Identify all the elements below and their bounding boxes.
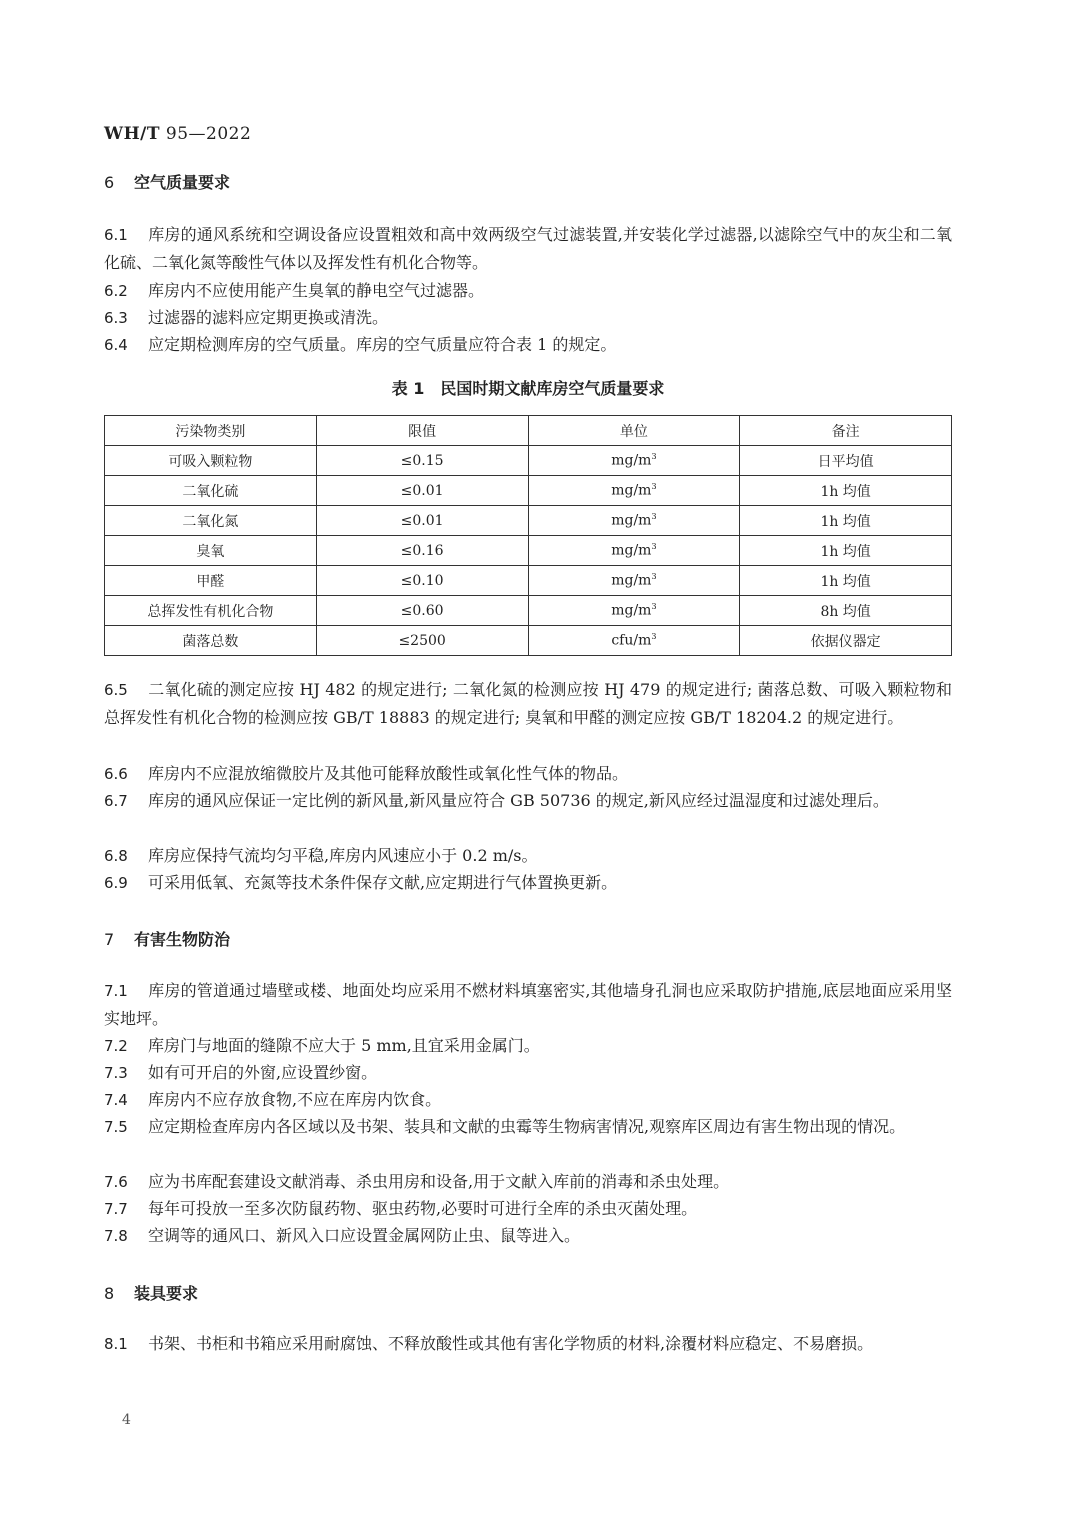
cell-pollutant: 甲醛	[105, 566, 317, 596]
clause-number: 7.8	[104, 1227, 128, 1245]
clause-text: 二氧化硫的测定应按 HJ 482 的规定进行; 二氧化氮的检测应按 HJ 479 的规定进行; 菌落总数、可吸入颗粒物和总挥发性有机化合物的检测应按 GB/T 18883 的规定进行; 臭氧和甲醛的测定应按 GB/T 18204.2 的规定进行。	[104, 680, 952, 727]
cell-unit: $mg/m^3$	[528, 566, 740, 596]
clause-6-3	[104, 304, 952, 332]
clause-number: 7.2	[104, 1037, 128, 1055]
clause-6-9	[104, 869, 952, 897]
document-code-number: 95—2022	[160, 124, 252, 144]
clause-text: 书架、书柜和书箱应采用耐腐蚀、不释放酸性或其他有害化学物质的材料,涂覆材料应稳定、不易磨损。	[148, 1334, 874, 1353]
cell-unit: $mg/m^3$	[528, 596, 740, 626]
cell-note: 1h 均值	[740, 506, 952, 536]
cell-pollutant: 总挥发性有机化合物	[105, 596, 317, 626]
clause-number: 6.4	[104, 336, 128, 354]
clause-number: 7.4	[104, 1091, 128, 1109]
clause-number: 7.6	[104, 1173, 128, 1191]
clause-text: 应为书库配套建设文献消毒、杀虫用房和设备,用于文献入库前的消毒和杀虫处理。	[148, 1172, 730, 1191]
section-heading-6	[104, 170, 230, 193]
clause-6-6	[104, 760, 952, 788]
cell-pollutant: 菌落总数	[105, 626, 317, 656]
cell-unit: $mg/m^3$	[528, 476, 740, 506]
cell-note: 1h 均值	[740, 566, 952, 596]
section-title: 有害生物防治	[134, 930, 231, 949]
section-number: 6	[104, 173, 115, 192]
clause-6-8	[104, 842, 952, 870]
clause-text: 每年可投放一至多次防鼠药物、驱虫药物,必要时可进行全库的杀虫灭菌处理。	[148, 1199, 698, 1218]
cell-limit: ≤0.15	[316, 446, 528, 476]
clause-text: 库房内不应使用能产生臭氧的静电空气过滤器。	[148, 281, 485, 300]
clause-6-7	[104, 787, 952, 815]
clause-7-7	[104, 1195, 952, 1223]
cell-limit: ≤0.10	[316, 566, 528, 596]
table-header-row	[105, 416, 952, 446]
clause-7-5	[104, 1113, 952, 1141]
clause-text: 可采用低氧、充氮等技术条件保存文献,应定期进行气体置换更新。	[148, 873, 618, 892]
cell-note: 1h 均值	[740, 536, 952, 566]
clause-number: 6.9	[104, 874, 128, 892]
clause-number: 6.1	[104, 226, 128, 244]
cell-limit: ≤0.60	[316, 596, 528, 626]
header-unit: 单位	[528, 416, 740, 446]
cell-limit: ≤2500	[316, 626, 528, 656]
clause-number: 8.1	[104, 1335, 128, 1353]
cell-pollutant: 二氧化硫	[105, 476, 317, 506]
cell-pollutant: 可吸入颗粒物	[105, 446, 317, 476]
header-limit: 限值	[316, 416, 528, 446]
clause-text: 库房的通风系统和空调设备应设置粗效和高中效两级空气过滤装置,并安装化学过滤器,以滤除空气中的灰尘和二氧化硫、二氧化氮等酸性气体以及挥发性有机化合物等。	[104, 225, 952, 272]
clause-text: 库房应保持气流均匀平稳,库房内风速应小于 0.2 m/s。	[148, 846, 538, 865]
clause-7-3	[104, 1059, 952, 1087]
cell-note: 1h 均值	[740, 476, 952, 506]
section-number: 7	[104, 930, 115, 949]
cell-unit: $mg/m^3$	[528, 506, 740, 536]
cell-unit: $mg/m^3$	[528, 446, 740, 476]
header-pollutant: 污染物类别	[105, 416, 317, 446]
clause-number: 6.2	[104, 282, 128, 300]
clause-text: 过滤器的滤料应定期更换或清洗。	[148, 308, 389, 327]
document-code	[104, 124, 251, 144]
cell-limit: ≤0.01	[316, 506, 528, 536]
cell-pollutant: 二氧化氮	[105, 506, 317, 536]
clause-text: 应定期检测库房的空气质量。库房的空气质量应符合表 1 的规定。	[148, 335, 617, 354]
table-row	[105, 626, 952, 656]
clause-8-1	[104, 1330, 952, 1358]
table-caption: 表 1 民国时期文献库房空气质量要求	[391, 379, 665, 398]
cell-unit: $mg/m^3$	[528, 536, 740, 566]
clause-7-2	[104, 1032, 952, 1060]
cell-note: 依据仪器定	[740, 626, 952, 656]
air-quality-table	[104, 415, 952, 656]
page-number: 4	[122, 1412, 131, 1428]
document-code-prefix: WH/T	[104, 124, 161, 144]
table-row	[105, 476, 952, 506]
section-number: 8	[104, 1284, 115, 1303]
clause-number: 7.3	[104, 1064, 128, 1082]
section-heading-7	[104, 927, 230, 950]
clause-text: 空调等的通风口、新风入口应设置金属网防止虫、鼠等进入。	[148, 1226, 581, 1245]
cell-note: 8h 均值	[740, 596, 952, 626]
section-title: 空气质量要求	[134, 173, 231, 192]
clause-number: 6.8	[104, 847, 128, 865]
table-row	[105, 596, 952, 626]
clause-number: 7.1	[104, 982, 128, 1000]
cell-unit: cfu/$m^3$	[528, 626, 740, 656]
clause-number: 6.7	[104, 792, 128, 810]
clause-7-6	[104, 1168, 952, 1196]
table-row	[105, 566, 952, 596]
clause-7-8	[104, 1222, 952, 1250]
clause-6-2	[104, 277, 952, 305]
clause-7-1	[104, 977, 952, 1033]
table-row	[105, 506, 952, 536]
clause-number: 6.5	[104, 681, 128, 699]
table-row	[105, 446, 952, 476]
cell-limit: ≤0.16	[316, 536, 528, 566]
clause-6-5	[104, 676, 952, 732]
clause-6-1	[104, 221, 952, 277]
clause-text: 应定期检查库房内各区域以及书架、装具和文献的虫霉等生物病害情况,观察库区周边有害生物出现的情况。	[148, 1117, 906, 1136]
cell-pollutant: 臭氧	[105, 536, 317, 566]
clause-6-4	[104, 331, 952, 359]
clause-number: 6.6	[104, 765, 128, 783]
cell-note: 日平均值	[740, 446, 952, 476]
clause-text: 库房的管道通过墙壁或楼、地面处均应采用不燃材料填塞密实,其他墙身孔洞也应采取防护措施,底层地面应采用坚实地坪。	[104, 981, 952, 1028]
clause-number: 6.3	[104, 309, 128, 327]
cell-limit: ≤0.01	[316, 476, 528, 506]
clause-text: 库房的通风应保证一定比例的新风量,新风量应符合 GB 50736 的规定,新风应经过温湿度和过滤处理后。	[148, 791, 889, 810]
clause-text: 库房门与地面的缝隙不应大于 5 mm,且宜采用金属门。	[148, 1036, 540, 1055]
section-title: 装具要求	[134, 1284, 199, 1303]
clause-7-4	[104, 1086, 952, 1114]
clause-text: 如有可开启的外窗,应设置纱窗。	[148, 1063, 378, 1082]
clause-text: 库房内不应存放食物,不应在库房内饮食。	[148, 1090, 442, 1109]
table-row	[105, 536, 952, 566]
clause-text: 库房内不应混放缩微胶片及其他可能释放酸性或氧化性气体的物品。	[148, 764, 629, 783]
clause-number: 7.7	[104, 1200, 128, 1218]
header-note: 备注	[740, 416, 952, 446]
clause-number: 7.5	[104, 1118, 128, 1136]
section-heading-8	[104, 1281, 198, 1304]
